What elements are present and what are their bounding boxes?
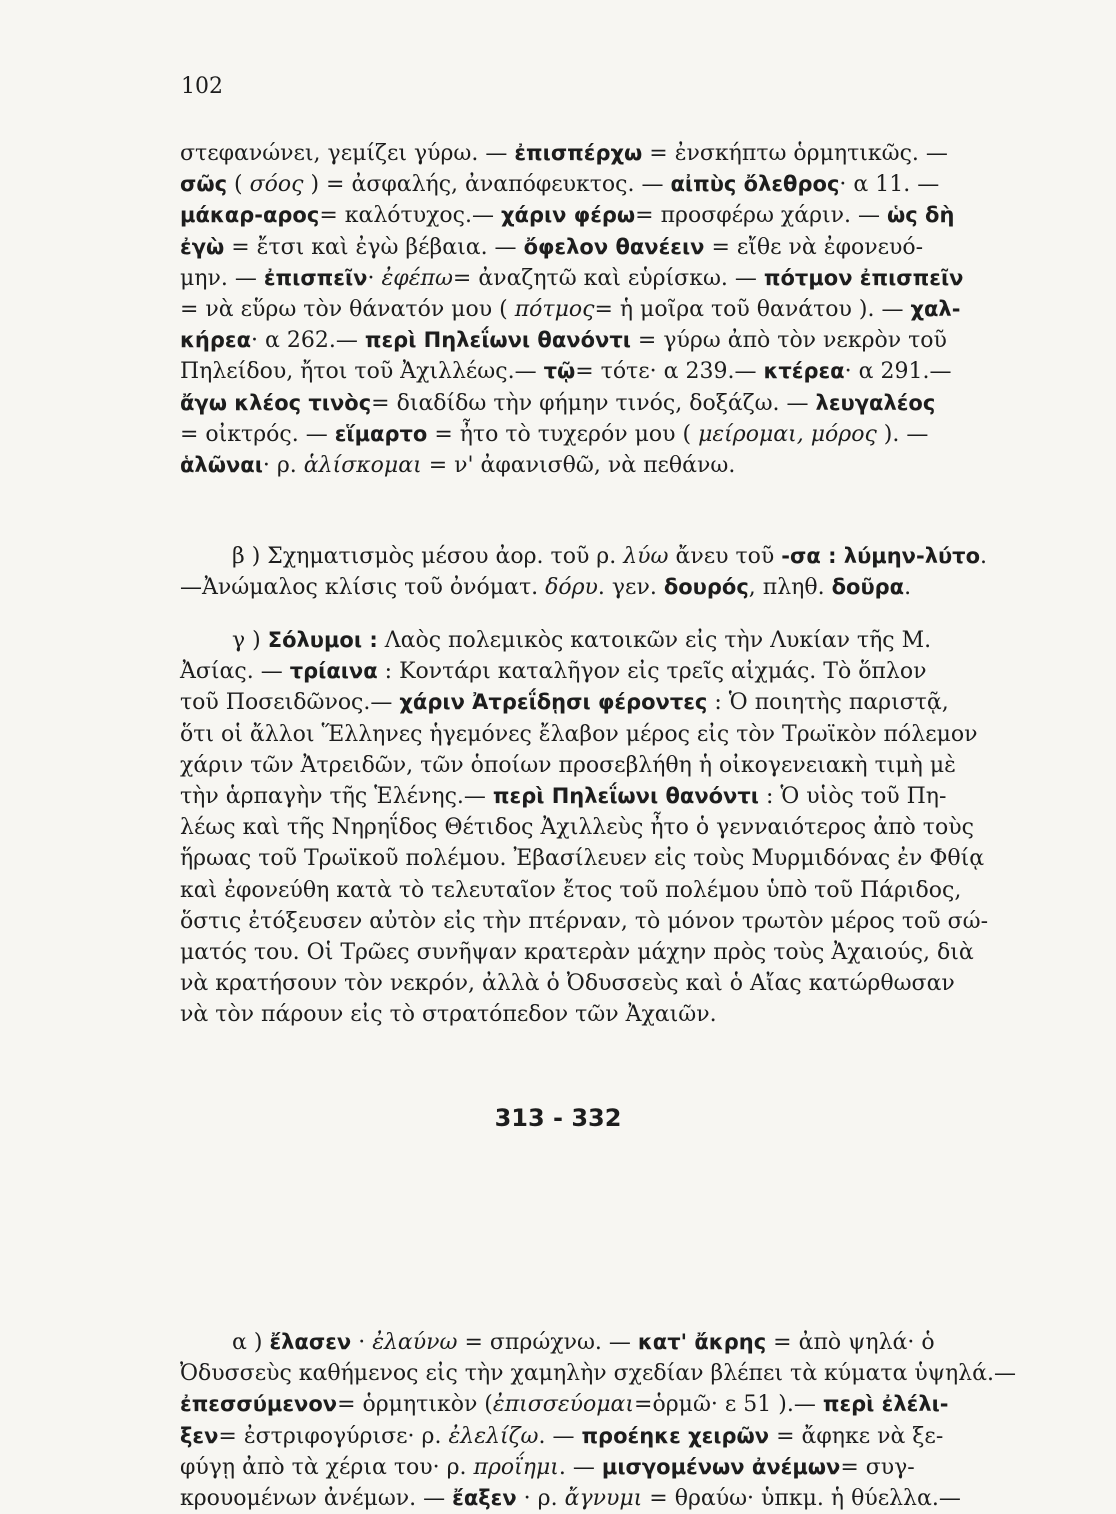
text-line: ὅστις ἐτόξευσεν αὐτὸν εἰς τὴν πτέρναν, τὸ μόνον τρωτὸν μέρος τοῦ σώ- <box>180 908 989 934</box>
text-line: μάκαρ-αρος= καλότυχος.— χάριν φέρω= προσφέρω χάριν. — ὡς δὴ <box>180 203 955 229</box>
text-line: φύγῃ ἀπὸ τὰ χέρια του· ρ. προΐημι. — μισγομένων ἀνέμων= συγ- <box>180 1454 915 1480</box>
text-line: ἐπεσσύμενον= ὁρμητικὸν (ἐπισσεύομαι=ὁρμῶ· ε 51 ).— περὶ ἐλέλι- <box>180 1392 949 1418</box>
text-line: ματός του. Οἱ Τρῶες συνῆψαν κρατερὰν μάχην πρὸς τοὺς Ἀχαιούς, διὰ <box>180 940 974 966</box>
text-line: καὶ ἐφονεύθη κατὰ τὸ τελευταῖον ἔτος τοῦ πολέμου ὑπὸ τοῦ Πάριδος, <box>180 877 962 903</box>
text-line: τὴν ἁρπαγὴν τῆς Ἑλένης.— περὶ Πηλεΐωνι θανόντι : Ὁ υἱὸς τοῦ Πη- <box>180 784 947 810</box>
text-line: = νὰ εὕρω τὸν θάνατόν μου ( πότμος= ἡ μοῖρα τοῦ θανάτου ). — χαλ- <box>180 297 961 323</box>
text-line: Ὀδυσσεὺς καθήμενος εἰς τὴν χαμηλὴν σχεδίαν βλέπει τὰ κύματα ὑψηλά.— <box>180 1361 1016 1387</box>
text-line: —Ἀνώμαλος κλίσις τοῦ ὀνόματ. δόρυ. γεν. δουρός, πληθ. δοῦρα. <box>180 575 912 601</box>
text-line: ἐγὼ = ἔτσι καὶ ἐγὼ βέβαια. — ὄφελον θανέειν = εἴθε νὰ ἐφονευό- <box>180 234 924 260</box>
text-line: κρουομένων ἀνέμων. — ἔαξεν · ρ. ἄγνυμι = θραύω· ὑπκμ. ἡ θύελλα.— <box>180 1486 961 1512</box>
commentary-block-a <box>180 138 1020 481</box>
text-line: ὅτι οἱ ἄλλοι Ἕλληνες ἡγεμόνες ἔλαβον μέρος εἰς τὸν Τρωϊκὸν πόλεμον <box>180 721 978 747</box>
text-line: κήρεα· α 262.— περὶ Πηλεΐωνι θανόντι = γύρω ἀπὸ τὸν νεκρὸν τοῦ <box>180 328 947 354</box>
commentary-block-b <box>180 541 1020 603</box>
text-line: νὰ τὸν πάρουν εἰς τὸ στρατόπεδον τῶν Ἀχαιῶν. <box>180 1002 717 1028</box>
page-number: 102 <box>181 74 223 99</box>
text-line: ξεν= ἐστριφογύρισε· ρ. ἐλελίζω. — προέηκε χειρῶν = ἄφηκε νὰ ξε- <box>180 1423 944 1449</box>
text-line: β ) Σχηματισμὸς μέσου ἀορ. τοῦ ρ. λύω ἄνευ τοῦ -σα : λύμην-λύτο. <box>232 544 987 569</box>
text-line: ἥρωας τοῦ Τρωϊκοῦ πολέμου. Ἐβασίλευεν εἰς τοὺς Μυρμιδόνας ἐν Φθίᾳ <box>180 846 985 872</box>
text-line: τοῦ Ποσειδῶνος.— χάριν Ἀτρεΐδῃσι φέροντες : Ὁ ποιητὴς παριστᾷ, <box>180 690 949 716</box>
text-line: νὰ κρατήσουν τὸν νεκρόν, ἀλλὰ ὁ Ὀδυσσεὺς καὶ ὁ Αἴας κατώρθωσαν <box>180 971 955 997</box>
text-line: χάριν τῶν Ἀτρειδῶν, τῶν ὁποίων προσεβλήθη ἡ οἰκογενειακὴ τιμὴ μὲ <box>180 752 956 778</box>
text-line: μην. — ἐπισπεῖν· ἐφέπω= ἀναζητῶ καὶ εὑρίσκω. — πότμον ἐπισπεῖν <box>180 265 964 291</box>
text-line: λέως καὶ τῆς Νηρηΐδος Θέτιδος Ἀχιλλεὺς ἦτο ὁ γενναιότερος ἀπὸ τοὺς <box>180 815 974 841</box>
text-line: ἄγω κλέος τινὸς= διαδίδω τὴν φήμην τινός, δοξάζω. — λευγαλέος <box>180 390 936 416</box>
text-line: = οἰκτρός. — εἵμαρτο = ἦτο τὸ τυχερόν μου ( μείρομαι, μόρος ). — <box>180 421 929 447</box>
text-line: α ) ἔλασεν · ἐλαύνω = σπρώχνω. — κατ' ἄκρης = ἀπὸ ψηλά· ὁ <box>232 1330 935 1355</box>
text-line: Πηλείδου, ἤτοι τοῦ Ἀχιλλέως.— τῷ= τότε· α 239.— κτέρεα· α 291.— <box>180 359 952 385</box>
commentary-block-g <box>180 625 1020 1031</box>
text-line: στεφανώνει, γεμίζει γύρω. — ἐπισπέρχω = ἐνσκήπτω ὁρμητικῶς. — <box>180 141 948 166</box>
section-heading: 313 - 332 <box>494 1104 622 1132</box>
text-line: γ ) Σόλυμοι : Λαὸς πολεμικὸς κατοικῶν εἰς τὴν Λυκίαν τῆς Μ. <box>232 628 932 653</box>
text-line: ἁλῶναι· ρ. ἁλίσκομαι = ν' ἀφανισθῶ, νὰ πεθάνω. <box>180 453 736 479</box>
text-line: Ἀσίας. — τρίαινα : Κοντάρι καταλῆγον εἰς τρεῖς αἰχμάς. Τὸ ὅπλον <box>180 659 927 685</box>
commentary-block-c <box>180 1327 1020 1514</box>
text-line: σῶς ( σόος ) = ἀσφαλής, ἀναπόφευκτος. — αἰπὺς ὄλεθρος· α 11. — <box>180 172 940 198</box>
